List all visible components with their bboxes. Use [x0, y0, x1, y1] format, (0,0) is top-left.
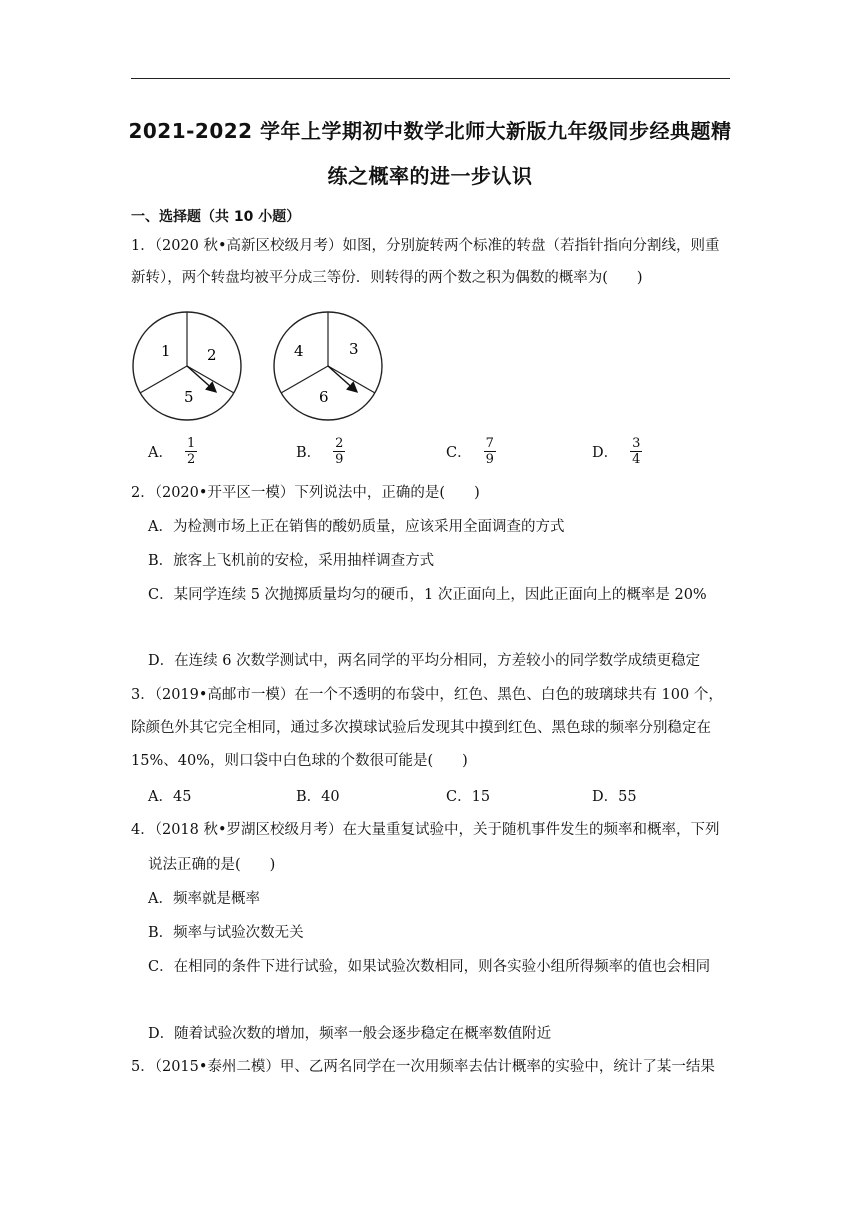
- q1-option-c-numerator: 7: [485, 436, 494, 451]
- spinner-left-label-2: 2: [207, 346, 217, 364]
- q1-option-c-denominator: 9: [485, 452, 494, 467]
- q3-stem-line-2: 除颜色外其它完全相同，通过多次摸球试验后发现其中摸到红色、黑色球的频率分别稳定在: [131, 720, 711, 736]
- q1-stem-line-2: 新转），两个转盘均被平分成三等份．则转得的两个数之积为偶数的概率为( ): [131, 270, 643, 286]
- q3-stem-line-3: 15%、40%，则口袋中白色球的个数很可能是( ): [131, 753, 468, 769]
- q1-option-d-denominator: 4: [632, 452, 641, 467]
- q2-option-a[interactable]: A．为检测市场上正在销售的酸奶质量，应该采用全面调查的方式: [148, 519, 565, 535]
- q3-option-b[interactable]: B．40: [296, 789, 340, 805]
- spinner-left-label-3: 5: [184, 388, 194, 406]
- q1-option-a[interactable]: [148, 436, 197, 467]
- q1-option-c-fraction: [484, 436, 496, 467]
- q4-option-c[interactable]: C．在相同的条件下进行试验，如果试验次数相同，则各实验小组所得频率的值也会相同: [148, 959, 711, 975]
- title-line-1: 2021-2022 学年上学期初中数学北师大新版九年级同步经典题精: [128, 119, 732, 143]
- q2-stem: 2．（2020•开平区一模）下列说法中，正确的是( ): [131, 485, 480, 501]
- q3-stem-line-1: 3．（2019•高邮市一模）在一个不透明的布袋中，红色、黑色、白色的玻璃球共有 100 个，: [131, 687, 723, 703]
- q4-stem-line-2: 说法正确的是( ): [148, 857, 276, 873]
- q3-option-d[interactable]: D．55: [592, 789, 637, 805]
- q4-stem-line-1: 4．（2018 秋•罗湖区校级月考）在大量重复试验中，关于随机事件发生的频率和概率，下列: [131, 822, 720, 838]
- q4-option-a[interactable]: A．频率就是概率: [148, 891, 260, 907]
- q1-option-d-numerator: 3: [632, 436, 641, 451]
- q1-option-b-fraction: [333, 436, 345, 467]
- q1-option-a-denominator: 2: [186, 452, 196, 467]
- q2-option-c[interactable]: C．某同学连续 5 次抛掷质量均匀的硬币，1 次正面向上，因此正面向上的概率是 20%: [148, 587, 707, 603]
- q1-option-b-denominator: 9: [335, 452, 344, 467]
- q5-stem-line-1: 5．（2015•泰州二模）甲、乙两名同学在一次用频率去估计概率的实验中，统计了某一结果: [131, 1059, 715, 1075]
- q1-option-b-numerator: 2: [335, 436, 344, 451]
- q1-option-a-label: A．: [148, 445, 173, 461]
- q1-option-c[interactable]: [446, 436, 496, 467]
- section-heading: 一、选择题（共 10 小题）: [131, 209, 301, 225]
- q1-option-b-label: B．: [296, 445, 322, 461]
- spinner-right-label-2: 3: [349, 340, 359, 358]
- q4-option-d[interactable]: D．随着试验次数的增加，频率一般会逐步稳定在概率数值附近: [148, 1026, 552, 1042]
- spinner-figure: [128, 308, 393, 426]
- q4-option-b[interactable]: B．频率与试验次数无关: [148, 925, 304, 941]
- spinner-right-label-3: 6: [319, 388, 329, 406]
- spinner-left: [133, 312, 241, 420]
- q1-option-d-fraction: [630, 436, 642, 467]
- spinner-left-label-1: 1: [161, 342, 171, 360]
- q1-option-a-fraction: [185, 436, 197, 467]
- q3-option-c[interactable]: C．15: [446, 789, 491, 805]
- spinner-right-label-1: 4: [294, 342, 304, 360]
- spinner-right-pointer: [328, 366, 356, 391]
- q1-stem-line-1: 1．（2020 秋•高新区校级月考）如图，分别旋转两个标准的转盘（若指针指向分割线，则重: [131, 238, 720, 254]
- spinner-right: [274, 312, 382, 420]
- q2-option-b[interactable]: B．旅客上飞机前的安检，采用抽样调查方式: [148, 553, 435, 569]
- title-line-2: 练之概率的进一步认识: [327, 164, 533, 188]
- q2-option-d[interactable]: D．在连续 6 次数学测试中，两名同学的平均分相同，方差较小的同学数学成绩更稳定: [148, 653, 701, 669]
- q1-option-d[interactable]: [592, 436, 642, 467]
- q1-option-d-label: D．: [592, 445, 619, 461]
- q1-option-a-numerator: 1: [186, 436, 196, 451]
- q1-option-c-label: C．: [446, 445, 472, 461]
- header-rule: [131, 78, 730, 79]
- q3-option-a[interactable]: A．45: [148, 789, 192, 805]
- q1-option-b[interactable]: [296, 436, 345, 467]
